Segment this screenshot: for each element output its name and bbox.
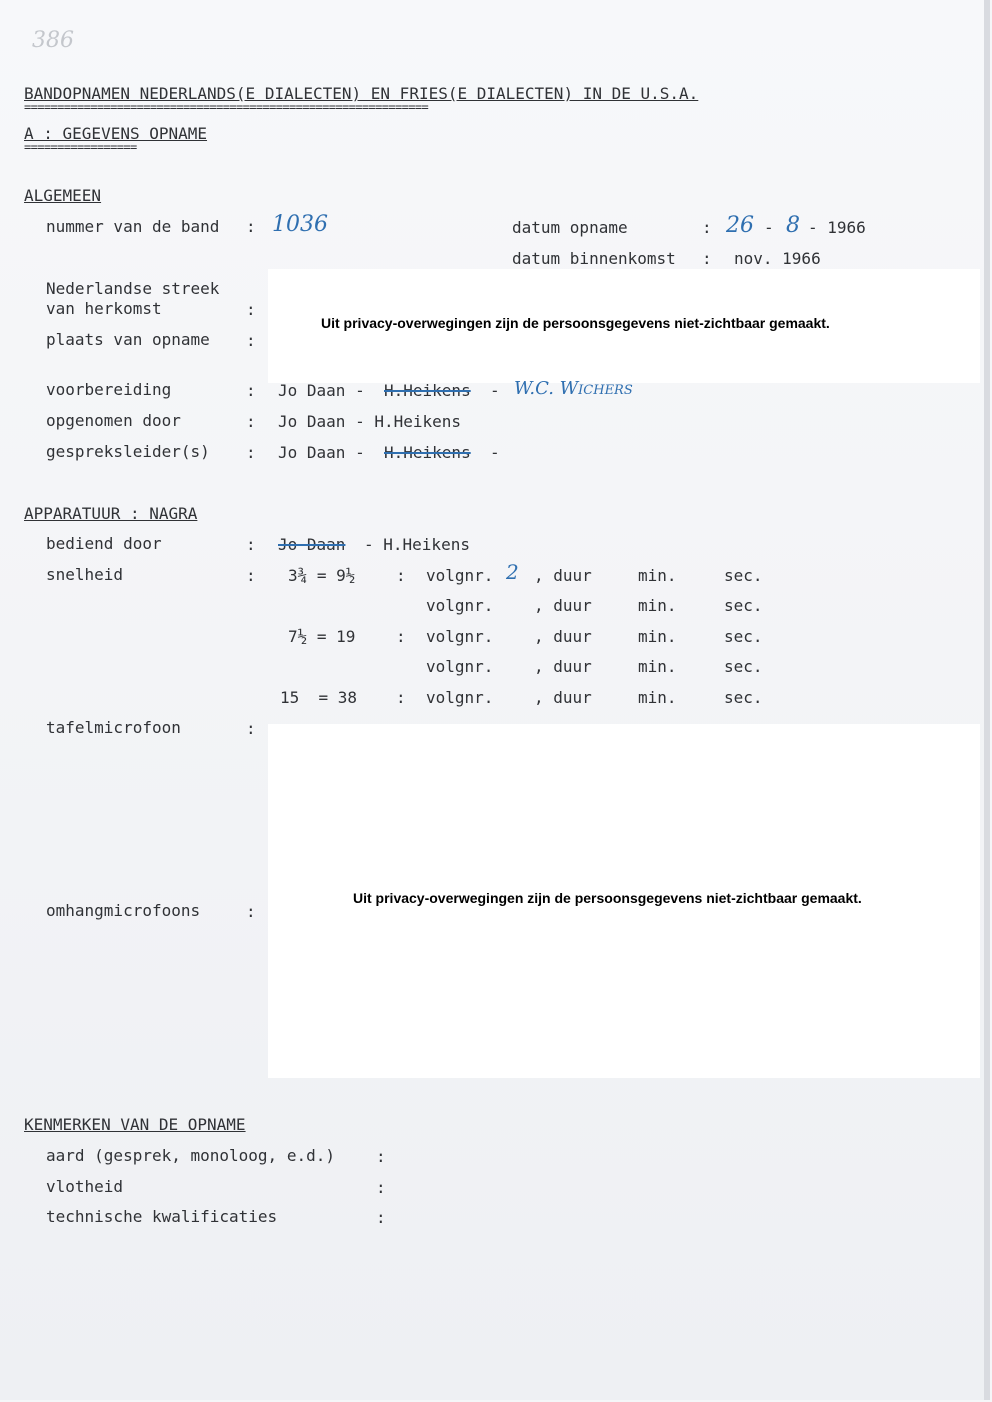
bediend-label: bediend door <box>46 534 162 553</box>
speed-15-min-1: min. <box>638 688 677 707</box>
pencil-page-mark: 386 <box>32 28 74 53</box>
privacy-notice-bottom: Uit privacy-overwegingen zijn de persoonsgegevens niet-zichtbaar gemaakt. <box>353 890 862 906</box>
datum-opname-day: 26 <box>726 213 754 238</box>
speed-15-label: 15 = 38 <box>280 688 358 707</box>
speed-3-volgnr-2: volgnr. <box>426 596 494 615</box>
document-title: BANDOPNAMEN NEDERLANDS(E DIALECTEN) EN FRIES(E DIALECTEN) IN DE U.S.A. <box>24 84 699 103</box>
datum-opname-label: datum opname <box>512 218 628 237</box>
kenmerken-heading: KENMERKEN VAN DE OPNAME <box>24 1115 246 1134</box>
gespreksleider-value: Jo Daan - <box>278 443 365 462</box>
bediend-colon: : <box>246 535 256 554</box>
speed-7-sec-1: sec. <box>724 627 763 646</box>
streek-colon: : <box>246 300 256 319</box>
vlotheid-label: vlotheid <box>46 1177 124 1196</box>
opgenomen-value: Jo Daan - H.Heikens <box>278 412 462 431</box>
voorbereiding-dash: - <box>490 381 500 400</box>
datum-opname-dash: - <box>764 218 774 237</box>
speed-7-volgnr-2: volgnr. <box>426 657 494 676</box>
streek-label-line1: Nederlandse streek <box>46 279 220 298</box>
opgenomen-label: opgenomen door <box>46 411 181 430</box>
privacy-redaction-bottom <box>268 724 980 1078</box>
speed-7-volgnr-1: volgnr. <box>426 627 494 646</box>
streek-label-line2: van herkomst <box>46 299 162 318</box>
voorbereiding-handwritten: W.C. Wichers <box>514 378 633 399</box>
datum-binnenkomst-value: nov. 1966 <box>734 249 821 268</box>
tafelmicrofoon-label: tafelmicrofoon <box>46 718 181 737</box>
speed-7-min-2: min. <box>638 657 677 676</box>
band-number-label: nummer van de band <box>46 217 220 236</box>
speed-3-duur-1: , duur <box>534 566 592 585</box>
speed-3-sec-1: sec. <box>724 566 763 585</box>
section-a-heading: A : GEGEVENS OPNAME <box>24 124 208 143</box>
speed-7-sec-2: sec. <box>724 657 763 676</box>
datum-opname-colon: : <box>702 218 712 237</box>
bediend-value: - H.Heikens <box>364 535 470 554</box>
speed-15-duur-1: , duur <box>534 688 592 707</box>
apparatuur-heading: APPARATUUR : NAGRA <box>24 504 198 523</box>
aard-label: aard (gesprek, monoloog, e.d.) <box>46 1146 335 1165</box>
plaats-label: plaats van opname <box>46 330 210 349</box>
gespreksleider-label: gespreksleider(s) <box>46 442 210 461</box>
speed-7-duur-1: , duur <box>534 627 592 646</box>
algemeen-heading: ALGEMEEN <box>24 186 102 205</box>
speed-3-colon: : <box>396 566 406 585</box>
band-number-handwritten: 1036 <box>272 212 328 237</box>
voorbereiding-colon: : <box>246 381 256 400</box>
datum-binnenkomst-label: datum binnenkomst <box>512 249 676 268</box>
voorbereiding-value: Jo Daan - <box>278 381 365 400</box>
snelheid-colon: : <box>246 566 256 585</box>
speed-3-sec-2: sec. <box>724 596 763 615</box>
speed-15-colon: : <box>396 688 406 707</box>
speed-3-volgnr-1-handwritten: 2 <box>506 560 519 584</box>
tafelmicrofoon-colon: : <box>246 719 256 738</box>
privacy-notice-top: Uit privacy-overwegingen zijn de persoonsgegevens niet-zichtbaar gemaakt. <box>321 315 830 331</box>
datum-opname-year: - 1966 <box>808 218 866 237</box>
vlotheid-colon: : <box>376 1178 386 1197</box>
datum-opname-month: 8 <box>786 213 800 238</box>
gespreksleider-colon: : <box>246 443 256 462</box>
snelheid-label: snelheid <box>46 565 124 584</box>
voorbereiding-label: voorbereiding <box>46 380 172 399</box>
omhangmicrofoons-colon: : <box>246 902 256 921</box>
speed-15-volgnr-1: volgnr. <box>426 688 494 707</box>
bediend-struck-name: Jo Daan <box>278 535 346 554</box>
speed-3-min-2: min. <box>638 596 677 615</box>
speed-3-min-1: min. <box>638 566 677 585</box>
section-a-double-rule: ================= <box>24 142 137 152</box>
speed-3-duur-2: , duur <box>534 596 592 615</box>
speed-3-volgnr-1: volgnr. <box>426 566 494 585</box>
speed-7-duur-2: , duur <box>534 657 592 676</box>
speed-15-sec-1: sec. <box>724 688 763 707</box>
plaats-colon: : <box>246 331 256 350</box>
aard-colon: : <box>376 1147 386 1166</box>
gespreksleider-dash: - <box>490 443 500 462</box>
technische-colon: : <box>376 1208 386 1227</box>
title-double-rule: ============================================================= <box>24 102 429 112</box>
speed-7-min-1: min. <box>638 627 677 646</box>
privacy-redaction-top <box>268 269 980 383</box>
speed-7-colon: : <box>396 627 406 646</box>
speed-7-label: 7½ = 19 <box>288 627 356 646</box>
omhangmicrofoons-label: omhangmicrofoons <box>46 901 201 920</box>
technische-label: technische kwalificaties <box>46 1207 278 1226</box>
voorbereiding-struck-name: H.Heikens <box>384 381 471 400</box>
speed-3-label: 3¾ = 9½ <box>288 566 356 585</box>
datum-binnenkomst-colon: : <box>702 249 712 268</box>
gespreksleider-struck-name: H.Heikens <box>384 443 471 462</box>
band-number-colon: : <box>246 217 256 236</box>
opgenomen-colon: : <box>246 412 256 431</box>
